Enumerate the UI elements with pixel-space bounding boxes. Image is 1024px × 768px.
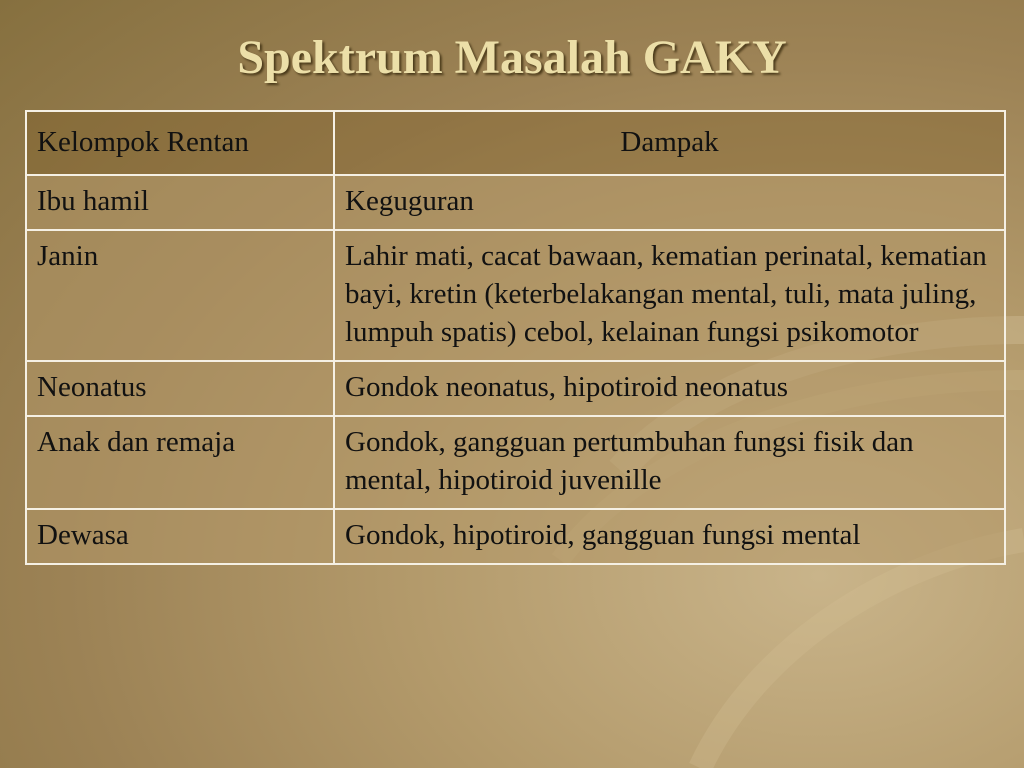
table-row <box>26 509 1005 564</box>
table-row <box>26 361 1005 416</box>
impact-table <box>25 110 1006 565</box>
row-group: Neonatus <box>26 361 334 416</box>
header-group: Kelompok Rentan <box>26 111 334 175</box>
row-group: Dewasa <box>26 509 334 564</box>
row-impact: Keguguran <box>334 175 1005 230</box>
row-impact: Lahir mati, cacat bawaan, kematian perinatal, kematian bayi, kretin (keterbelakangan mental, tuli, mata juling, lumpuh spatis) cebol, kelainan fungsi psikomotor <box>334 230 1005 361</box>
table-row <box>26 230 1005 361</box>
row-impact: Gondok neonatus, hipotiroid neonatus <box>334 361 1005 416</box>
row-group: Anak dan remaja <box>26 416 334 509</box>
row-impact: Gondok, gangguan pertumbuhan fungsi fisik dan mental, hipotiroid juvenille <box>334 416 1005 509</box>
row-impact: Gondok, hipotiroid, gangguan fungsi mental <box>334 509 1005 564</box>
slide-title: Spektrum Masalah GAKY <box>237 31 787 84</box>
table-row <box>26 175 1005 230</box>
table-row <box>26 416 1005 509</box>
row-group: Janin <box>26 230 334 361</box>
header-impact: Dampak <box>334 111 1005 175</box>
row-group: Ibu hamil <box>26 175 334 230</box>
table-header-row <box>26 111 1005 175</box>
